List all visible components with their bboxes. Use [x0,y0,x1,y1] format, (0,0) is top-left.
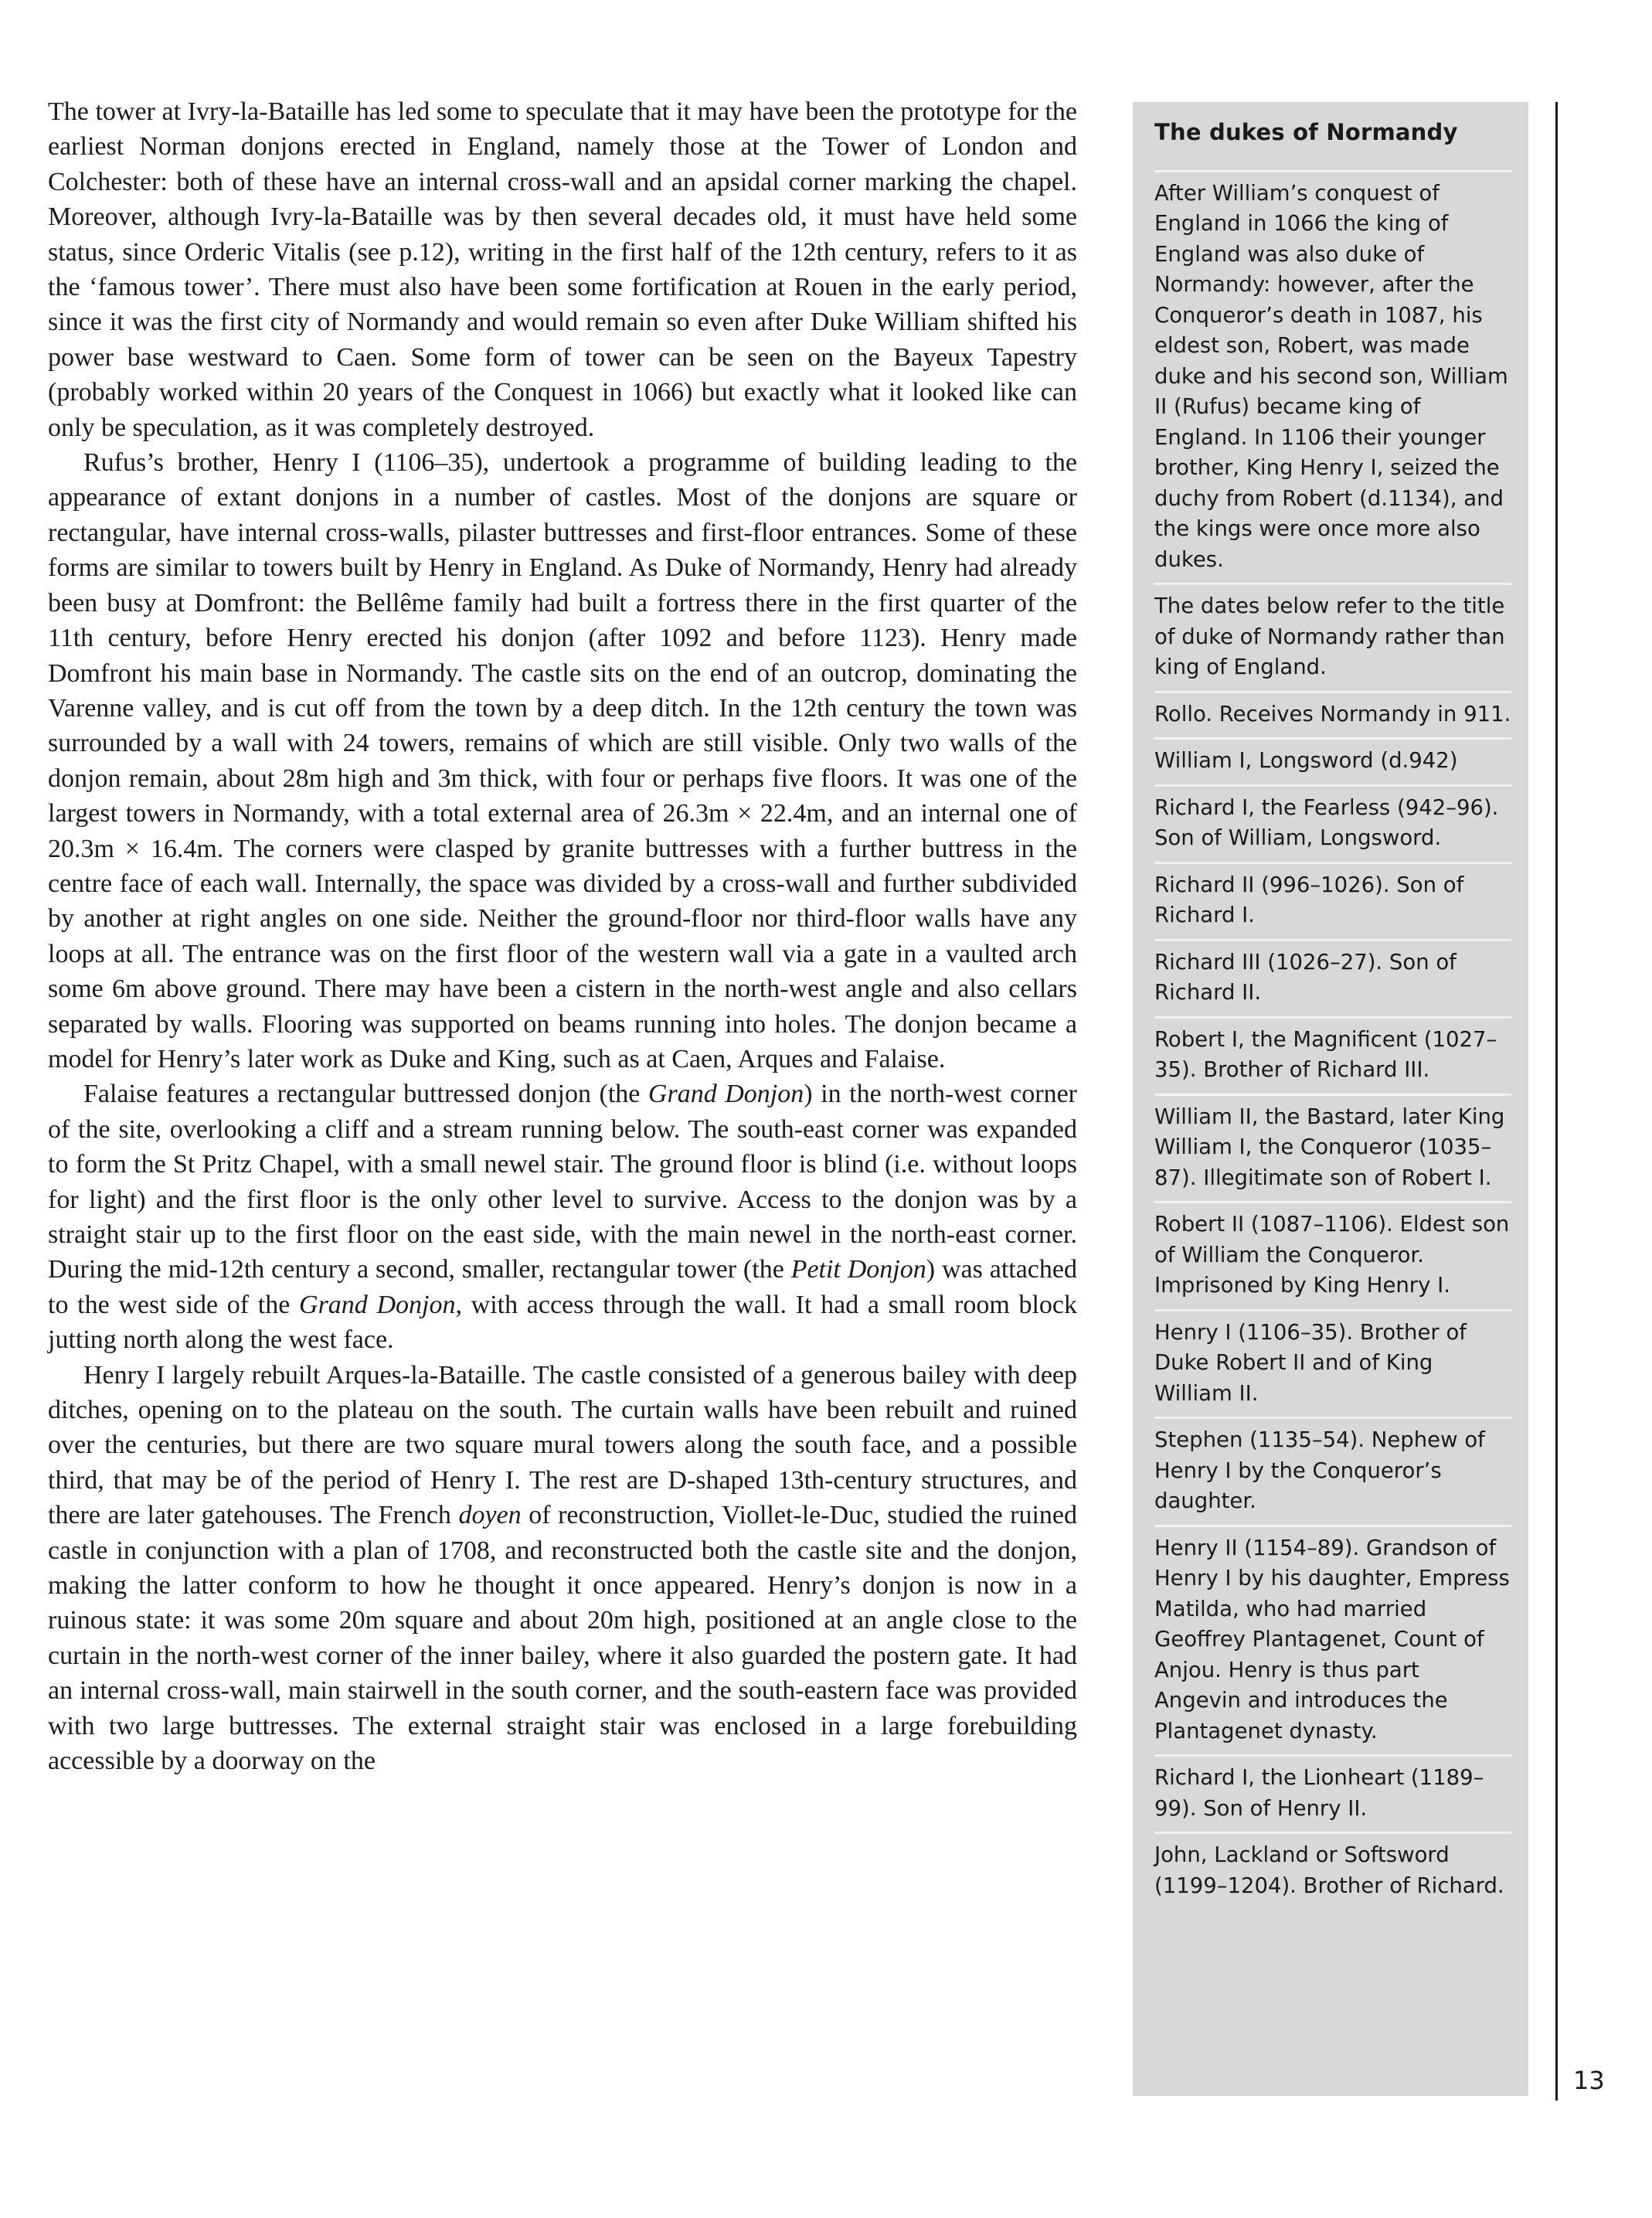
falaise-text-4: , with access through the wall. It had a small room block jutting north along the west face. [48,1290,1077,1355]
falaise-text-1: Falaise features a rectangular buttressed donjon (the [83,1080,648,1109]
paragraph-ivry: The tower at Ivry-la-Bataille has led some to speculate that it may have been the prototype for the earliest Norman donjons erected in England, namely those at the Tower of London and Colchester: both of these have an internal cross-wall and an apsidal corner marking the chapel. Moreover, although Ivry-la-Bataille was by then several decades old, it must have held some status, since Orderic Vitalis (see p.12), writing in the first half of the 12th century, refers to it as the ‘famous tower’. There must also have been some fortification at Rouen in the early period, since it was the first city of Normandy and would remain so even after Duke William shifted his power base westward to Caen. Some form of tower can be seen on the Bayeux Tapestry (probably worked within 20 years of the Conquest in 1066) but exactly what it looked like can only be speculation, as it was completely destroyed. [48,97,1077,442]
falaise-emphasis-2: Petit Donjon [790,1255,926,1284]
arques-emphasis-1: doyen [458,1501,522,1530]
paragraph-henry-i: Rufus’s brother, Henry I (1106–35), undertook a programme of building leading to the appearance of extant donjons in a number of castles. Most of the donjons are square or rectangular, have internal cross-walls, pilaster buttresses and first-floor entrances. Some of these forms are similar to towers built by Henry in England. As Duke of Normandy, Henry had already been busy at Domfront: the Bellême family had built a fortress there in the first quarter of the 11th century, before Henry erected his donjon (after 1092 and before 1123). Henry made Domfront his main base in Normandy. The castle sits on the end of an outcrop, dominating the Varenne valley, and is cut off from the town by a deep ditch. In the 12th century the town was surrounded by a wall with 24 towers, remains of which are still visible. Only two walls of the donjon remain, about 28m high and 3m thick, with four or perhaps five floors. It was one of the largest towers in Normandy, with a total external area of 26.3m × 22.4m, and an internal one of 20.3m × 16.4m. The corners were clasped by granite buttresses with a further buttress in the centre face of each wall. Internally, the space was divided by a cross-wall and further subdivided by another at right angles on one side. Neither the ground-floor nor third-floor walls have any loops at all. The entrance was on the first floor of the western wall via a gate in a vaulted arch some 6m above ground. There may have been a cistern in the north-west angle and also cellars separated by walls. Flooring was supported on beams running into holes. The donjon became a model for Henry’s later work as Duke and King, such as at Caen, Arques and Falaise. [48,448,1077,1073]
duke-entry: Richard III (1026–27). Son of Richard II. [1154,939,1511,1016]
sidebar-note: The dates below refer to the title of duke of Normandy rather than king of England. [1154,583,1511,691]
duke-entry: Robert I, the Magnificent (1027–35). Brother of Richard III. [1154,1016,1511,1094]
duke-entry: Richard I, the Fearless (942–96). Son of William, Longsword. [1154,784,1511,862]
falaise-text-2: ) in the north-west corner of the site, overlooking a cliff and a stream running below. The south-east corner was expanded to form the St Pritz Chapel, with a small newel stair. The ground floor is blind (i.e. without loops for light) and the first floor is the only other level to survive. Access to the donjon was by a straight stair up to the first floor on the east side, with the main newel in the north-east corner. During the mid-12th century a second, smaller, rectangular tower (the [48,1080,1077,1284]
paragraph-arques [48,1358,1077,1779]
falaise-emphasis-3: Grand Donjon [299,1290,456,1319]
arques-text-1: Henry I largely rebuilt Arques-la-Bataille. The castle consisted of a generous bailey with deep ditches, opening on to the plateau on the south. The curtain walls have been rebuilt and ruined over the centuries, but there are two square mural towers along the south face, and a possible third, that may be of the period of Henry I. The rest are D-shaped 13th-century structures, and there are later gatehouses. The French [48,1360,1077,1530]
duke-entry: Rollo. Receives Normandy in 911. [1154,691,1511,738]
paragraph-falaise [48,1077,1077,1357]
duke-entry: William I, Longsword (d.942) [1154,737,1511,784]
falaise-emphasis-1: Grand Donjon [648,1080,804,1109]
margin-rule-top [1555,102,1558,2096]
duke-entry: Robert II (1087–1106). Eldest son of William the Conqueror. Imprisoned by King Henry I. [1154,1201,1511,1309]
duke-entry: Stephen (1135–54). Nephew of Henry I by the Conqueror’s daughter. [1154,1417,1511,1525]
duke-entry: John, Lackland or Softsword (1199–1204). Brother of Richard. [1154,1832,1511,1909]
falaise-text-3: ) was attached to the west side of the [48,1255,1077,1319]
sidebar-title: The dukes of Normandy [1154,119,1458,145]
arques-text-2: of reconstruction, Viollet-le-Duc, studied the ruined castle in conjunction with a plan of 1708, and reconstructed both the castle site and the donjon, making the latter conform to how he thought it once appeared. Henry’s donjon is now in a ruinous state: it was some 20m square and about 20m high, positioned at an angle close to the curtain in the north-west corner of the inner bailey, where it also guarded the postern gate. It had an internal cross-wall, main stairwell in the south corner, and the south-eastern face was provided with two large buttresses. The external straight stair was enclosed in a large forebuilding accessible by a doorway on the [48,1501,1077,1776]
sidebar-intro: After William’s conquest of England in 1066 the king of England was also duke of Normandy: however, after the Conqueror’s death in 1087, his eldest son, Robert, was made duke and his second son, William II (Rufus) became king of England. In 1106 their younger brother, King Henry I, seized the duchy from Robert (d.1134), and the kings were once more also dukes. [1154,170,1511,583]
duke-entry: Henry II (1154–89). Grandson of Henry I by his daughter, Empress Matilda, who had married Geoffrey Plantagenet, Count of Anjou. Henry is thus part Angevin and introduces the Plantagenet dynasty. [1154,1525,1511,1755]
main-text-column [48,94,1077,1779]
duke-entry: Henry I (1106–35). Brother of Duke Robert II and of King William II. [1154,1309,1511,1417]
duke-entry: Richard I, the Lionheart (1189–99). Son of Henry II. [1154,1754,1511,1832]
dukes-sidebar [1133,102,1528,2096]
margin-rule-bottom [1555,2062,1558,2101]
duke-entry: William II, the Bastard, later King William I, the Conqueror (1035–87). Illegitimate son of Robert I. [1154,1094,1511,1202]
duke-entry: Richard II (996–1026). Son of Richard I. [1154,862,1511,939]
page-number: 13 [1573,2066,1605,2095]
